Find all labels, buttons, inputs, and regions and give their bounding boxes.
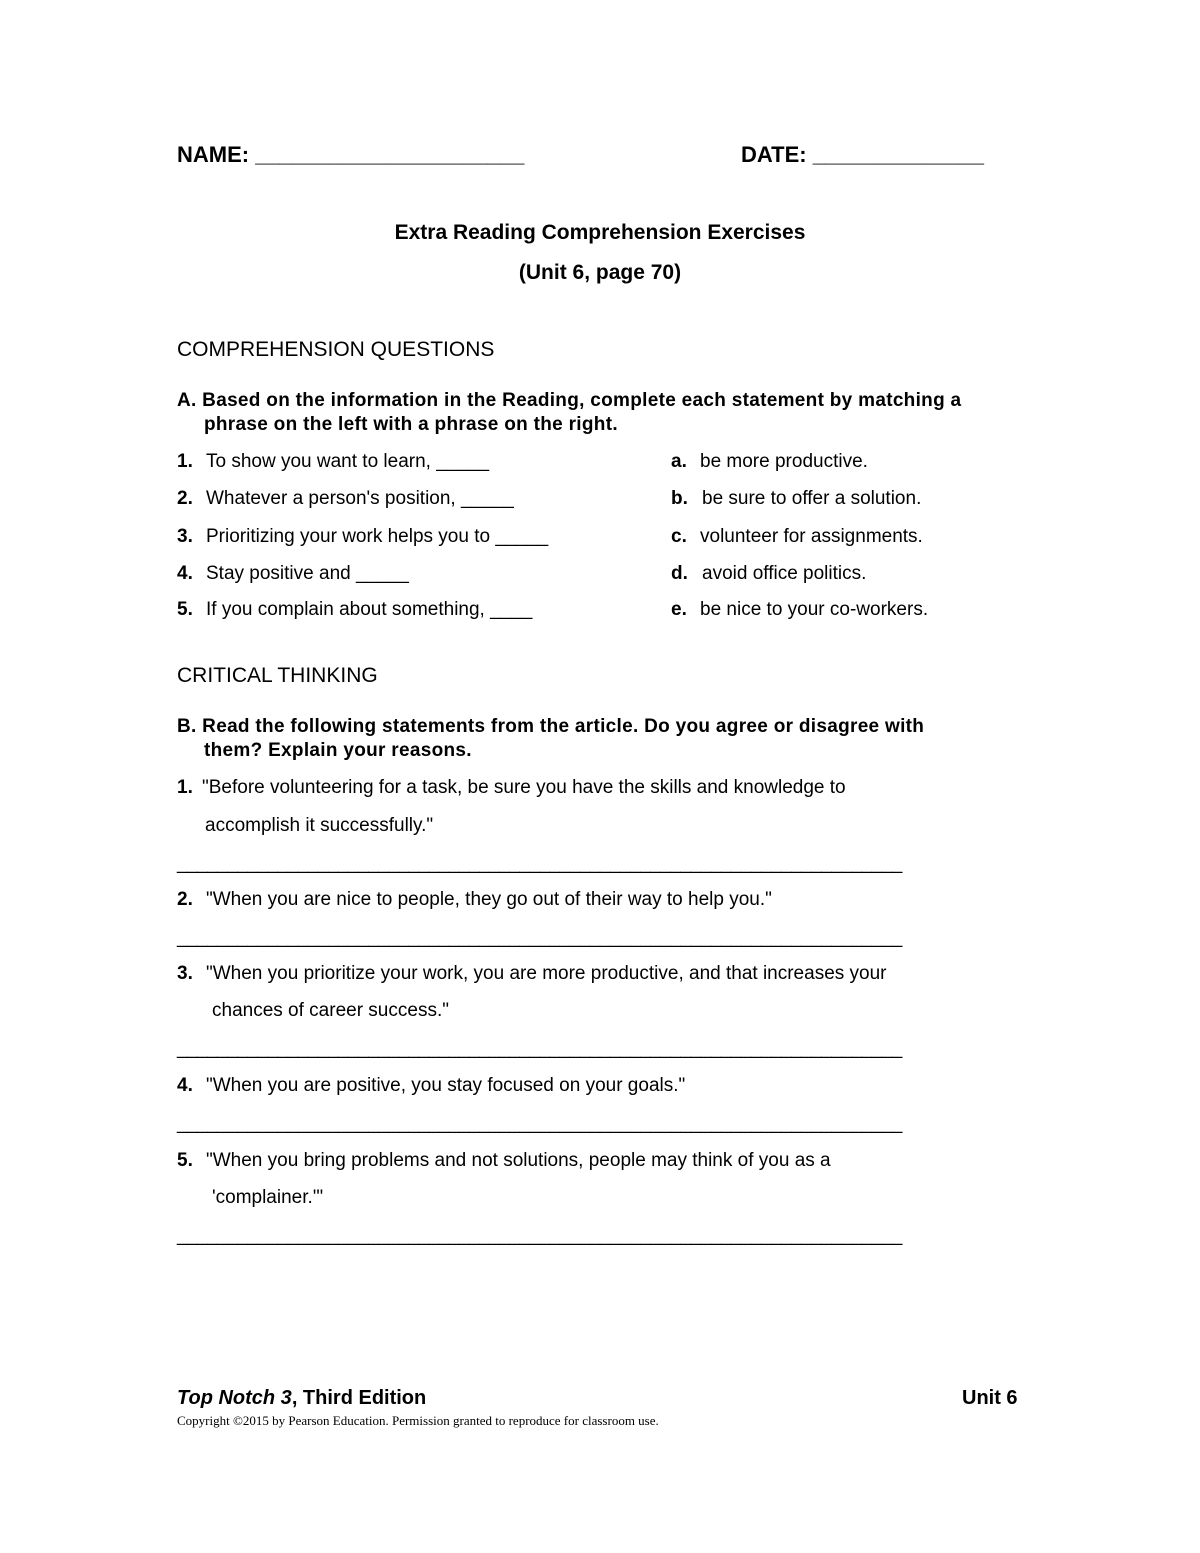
match-left-item xyxy=(177,563,409,585)
match-right-item xyxy=(671,563,866,585)
item-number: 4. xyxy=(177,1075,193,1096)
statement-item xyxy=(177,1075,685,1097)
match-left-item xyxy=(177,526,548,548)
statement-text: "Before volunteering for a task, be sure you have the skills and knowledge to xyxy=(202,777,846,798)
match-left-item xyxy=(177,451,489,473)
item-text: avoid office politics. xyxy=(702,563,867,584)
item-letter: e. xyxy=(671,599,687,620)
item-text: Prioritizing your work helps you to _____ xyxy=(206,526,549,547)
item-text: volunteer for assignments. xyxy=(700,526,923,547)
item-number: 5. xyxy=(177,599,193,620)
item-number: 3. xyxy=(177,526,193,547)
item-text: Whatever a person's position, _____ xyxy=(206,488,514,509)
item-text: be more productive. xyxy=(700,451,868,472)
item-text: be sure to offer a solution. xyxy=(702,488,922,509)
match-right-item xyxy=(671,599,928,621)
statement-continuation: 'complainer.'" xyxy=(212,1187,324,1208)
statement-item xyxy=(177,963,887,985)
item-text: be nice to your co-workers. xyxy=(700,599,929,620)
statement-item xyxy=(177,1150,831,1172)
statement-continuation: accomplish it successfully." xyxy=(205,815,434,836)
statement-continuation: chances of career success." xyxy=(212,1000,449,1021)
match-right-item xyxy=(671,488,921,510)
instruction-a-line2: phrase on the left with a phrase on the right. xyxy=(204,414,618,435)
match-right-item xyxy=(671,526,923,548)
item-text: If you complain about something, ____ xyxy=(206,599,533,620)
item-letter: d. xyxy=(671,563,688,584)
item-number: 1. xyxy=(177,451,193,472)
item-number: 3. xyxy=(177,963,193,984)
answer-line[interactable]: ________________________________________________________________________ xyxy=(177,1038,902,1059)
section-heading-critical-thinking: CRITICAL THINKING xyxy=(177,664,378,687)
copyright-notice: Copyright ©2015 by Pearson Education. Permission granted to reproduce for classroom use. xyxy=(177,1413,659,1428)
name-field[interactable]: NAME: ______________________ xyxy=(177,142,525,167)
statement-text: "When you are positive, you stay focused on your goals." xyxy=(206,1075,686,1096)
match-left-item xyxy=(177,599,532,621)
item-number: 5. xyxy=(177,1150,193,1171)
instruction-b-line1: B. Read the following statements from the article. Do you agree or disagree with xyxy=(177,716,925,737)
section-heading-comprehension: COMPREHENSION QUESTIONS xyxy=(177,338,495,361)
footer-unit: Unit 6 xyxy=(962,1387,1018,1409)
statement-text: "When you prioritize your work, you are more productive, and that increases your xyxy=(206,963,887,984)
answer-line[interactable]: ________________________________________________________________________ xyxy=(177,927,902,948)
item-number: 1. xyxy=(177,777,193,798)
item-number: 2. xyxy=(177,488,193,509)
answer-line[interactable]: ________________________________________________________________________ xyxy=(177,853,902,874)
statement-item xyxy=(177,889,772,911)
footer-book-title xyxy=(177,1387,426,1410)
statement-item xyxy=(177,777,846,799)
item-letter: c. xyxy=(671,526,687,547)
match-left-item xyxy=(177,488,514,510)
item-letter: b. xyxy=(671,488,688,509)
page-subtitle: (Unit 6, page 70) xyxy=(518,261,682,284)
instruction-b-line2: them? Explain your reasons. xyxy=(204,740,472,761)
answer-line[interactable]: ________________________________________________________________________ xyxy=(177,1113,902,1134)
item-text: Stay positive and _____ xyxy=(206,563,409,584)
item-text: To show you want to learn, _____ xyxy=(206,451,490,472)
book-name: Top Notch 3 xyxy=(177,1387,292,1409)
item-number: 4. xyxy=(177,563,193,584)
instruction-a-line1: A. Based on the information in the Reading, complete each statement by matching a xyxy=(177,390,962,411)
match-right-item xyxy=(671,451,868,473)
item-number: 2. xyxy=(177,889,193,910)
statement-text: "When you are nice to people, they go out of their way to help you." xyxy=(206,889,772,910)
statement-text: "When you bring problems and not solutions, people may think of you as a xyxy=(206,1150,831,1171)
page-title: Extra Reading Comprehension Exercises xyxy=(394,221,806,244)
book-edition: , Third Edition xyxy=(291,1387,427,1409)
item-letter: a. xyxy=(671,451,687,472)
answer-line[interactable]: ________________________________________________________________________ xyxy=(177,1225,902,1246)
date-field[interactable]: DATE: ______________ xyxy=(741,142,984,167)
